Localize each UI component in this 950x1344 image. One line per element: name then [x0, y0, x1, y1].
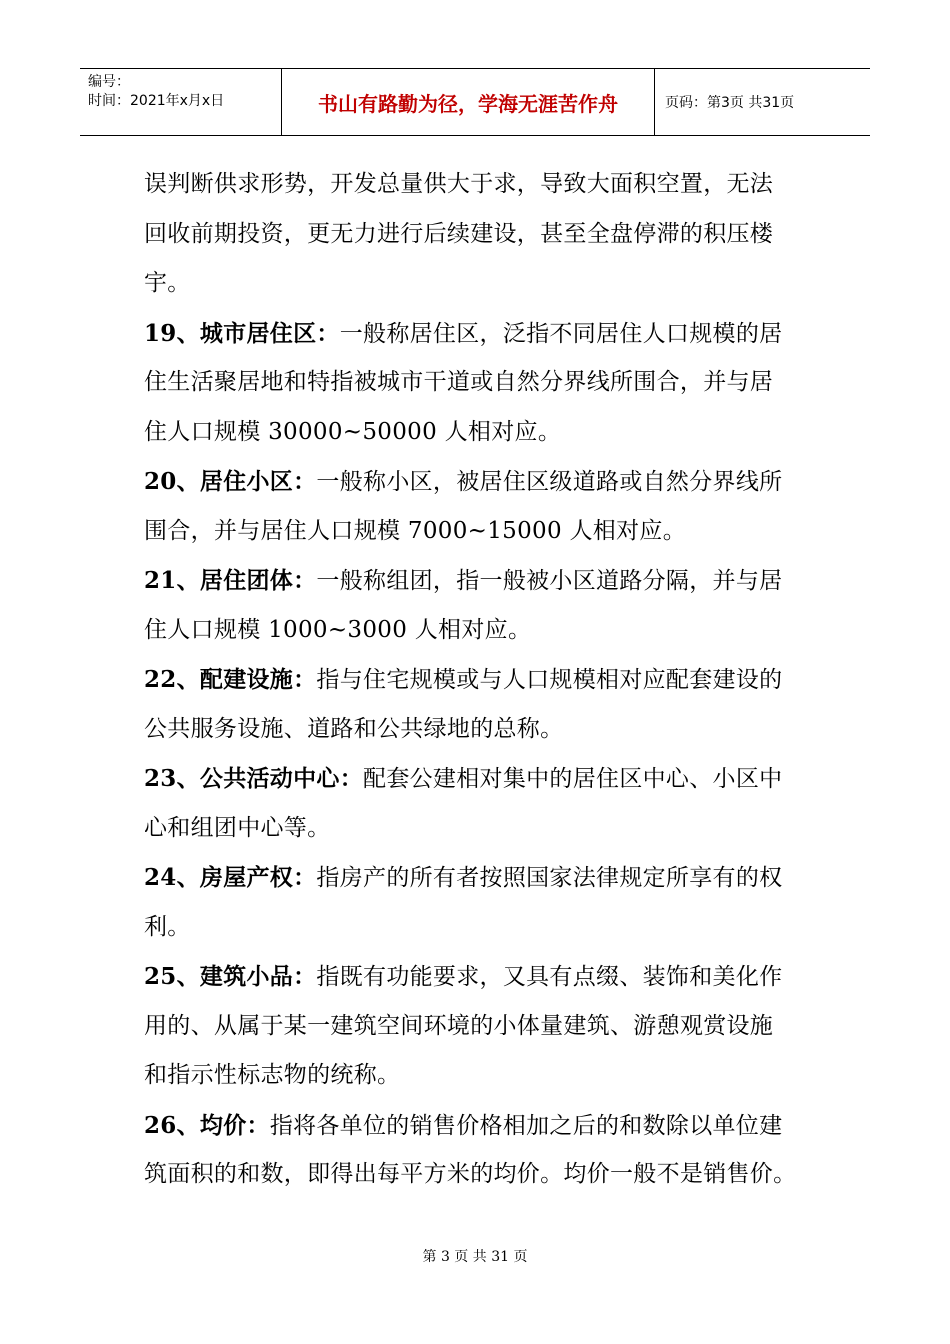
- definition-entry-25: [144, 952, 806, 1101]
- definition-entry-23: [144, 754, 806, 853]
- intro-line: 误判断供求形势，开发总量供大于求，导致大面积空置，无法: [144, 171, 774, 197]
- header-meta: [80, 69, 282, 135]
- definition-line: 住人口规模 1000~3000 人相对应。: [144, 616, 532, 643]
- definition-text: 一般称小区，被居住区级道路或自然分界线所: [316, 469, 783, 495]
- definition-line: 筑面积的和数，即得出每平方米的均价。均价一般不是销售价。: [144, 1161, 797, 1187]
- definition-text: 指房产的所有者按照国家法律规定所享有的权: [316, 865, 783, 891]
- header-page-info: 页码：第3页 共31页: [665, 95, 795, 111]
- definition-text: 指与住宅规模或与人口规模相对应配套建设的: [316, 667, 783, 693]
- number-label: 编号：: [88, 74, 130, 90]
- time-label: 时间：2021年x月x日: [88, 93, 225, 109]
- definition-entry-20: [144, 457, 806, 556]
- definition-entry-19: [144, 309, 806, 458]
- definition-line: 住生活聚居地和特指被城市干道或自然分界线所围合，并与居: [144, 369, 774, 395]
- intro-line: 宇。: [144, 270, 191, 296]
- definition-entry-26: [144, 1101, 806, 1200]
- page-footer: 第 3 页 共 31 页: [422, 1249, 528, 1265]
- term-heading: 21、居住团体：: [144, 567, 317, 594]
- definition-entry-21: [144, 556, 806, 655]
- term-heading: 26、均价：: [144, 1111, 270, 1139]
- definition-line: 用的、从属于某一建筑空间环境的小体量建筑、游憩观赏设施: [144, 1012, 774, 1039]
- definition-entry-22: [144, 655, 806, 754]
- definition-text: 指将各单位的销售价格相加之后的和数除以单位建: [269, 1112, 783, 1139]
- term-heading: 19、城市居住区：: [144, 319, 340, 347]
- definition-line: 住人口规模 30000~50000 人相对应。: [144, 418, 562, 445]
- document-body: [144, 160, 806, 1200]
- definition-line: 心和组团中心等。: [144, 814, 331, 841]
- definition-text: 配套公建相对集中的居住区中心、小区中: [363, 766, 783, 792]
- definition-entry-24: [144, 853, 806, 952]
- definition-line: 公共服务设施、道路和公共绿地的总称。: [144, 715, 564, 742]
- definition-text: 指既有功能要求，又具有点缀、装饰和美化作: [316, 964, 783, 990]
- definition-line: 利。: [144, 913, 191, 940]
- header-motto: 书山有路勤为径，学海无涯苦作舟: [282, 69, 655, 135]
- definition-text: 一般称组团，指一般被小区道路分隔，并与居: [316, 568, 783, 594]
- term-heading: 23、公共活动中心：: [144, 765, 364, 792]
- definition-line: 围合，并与居住人口规模 7000~15000 人相对应。: [144, 517, 686, 544]
- term-heading: 22、配建设施：: [144, 666, 317, 693]
- definition-line: 和指示性标志物的统称。: [144, 1062, 401, 1088]
- term-heading: 24、房屋产权：: [144, 864, 317, 891]
- page-header: [80, 68, 870, 136]
- definition-text: 一般称居住区，泛指不同居住人口规模的居: [339, 320, 783, 347]
- intro-line: 回收前期投资，更无力进行后续建设，甚至全盘停滞的积压楼: [144, 220, 774, 247]
- term-heading: 20、居住小区：: [144, 468, 317, 495]
- term-heading: 25、建筑小品：: [144, 963, 317, 990]
